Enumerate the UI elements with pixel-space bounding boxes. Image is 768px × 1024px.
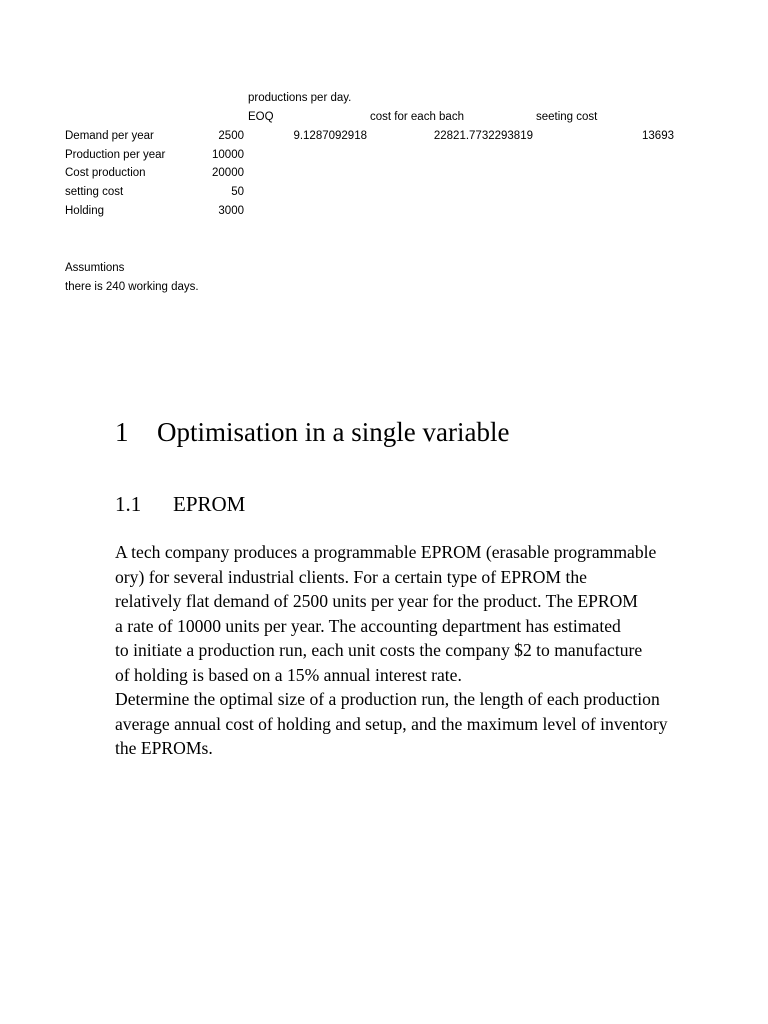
row-label-cost-production: Cost production: [65, 167, 146, 179]
row-label-production: Production per year: [65, 149, 166, 161]
paragraph-line: of holding is based on a 15% annual interest rate.: [115, 665, 462, 685]
paragraph-line: Determine the optimal size of a production run, the length of each production: [115, 689, 660, 709]
paragraph-line: to initiate a production run, each unit costs the company $2 to manufacture: [115, 640, 643, 661]
row-value-demand: 2500: [218, 130, 244, 142]
row-label-demand: Demand per year: [65, 130, 154, 142]
paragraph-line: relatively flat demand of 2500 units per year for the product. The EPROM: [115, 591, 638, 612]
paragraph-line: a rate of 10000 units per year. The accounting department has estimated: [115, 615, 621, 636]
subsection-number: 1.1: [115, 492, 142, 516]
row-value-production: 10000: [212, 149, 244, 161]
paragraph-line: the EPROMs.: [115, 738, 213, 759]
row-value-setting-cost: 50: [231, 186, 244, 198]
seeting-cost-value: 13693: [642, 130, 674, 142]
paragraph-line: average annual cost of holding and setup, and the maximum level of inventory: [115, 713, 668, 734]
row-value-cost-production: 20000: [212, 167, 244, 179]
spreadsheet-excerpt: [0, 0, 768, 300]
assumptions-line: there is 240 working days.: [65, 281, 199, 293]
eoq-value: 9.1287092918: [293, 130, 367, 142]
section-number: 1: [115, 420, 129, 447]
section-title: Optimisation in a single variable: [157, 420, 510, 447]
subsection-heading: [115, 490, 245, 518]
section-heading: [115, 420, 509, 452]
row-value-holding: 3000: [218, 205, 244, 217]
subsection-title: EPROM: [173, 492, 246, 516]
paragraph-line: A tech company produces a programmable EPROM (erasable programmable: [115, 542, 657, 562]
row-label-setting-cost: setting cost: [65, 186, 124, 198]
row-label-holding: Holding: [65, 205, 104, 217]
paragraph-line: ory) for several industrial clients. For a certain type of EPROM the: [115, 566, 587, 587]
cost-for-each-bach-value: 22821.7732293819: [433, 130, 533, 142]
textbook-excerpt: [0, 420, 678, 780]
assumptions-title: Assumtions: [65, 262, 125, 274]
header-eoq: EOQ: [248, 111, 274, 123]
header-seeting-cost: seeting cost: [536, 111, 598, 123]
header-productions-per-day: productions per day.: [248, 92, 352, 104]
header-cost-for-each-bach: cost for each bach: [370, 111, 464, 123]
